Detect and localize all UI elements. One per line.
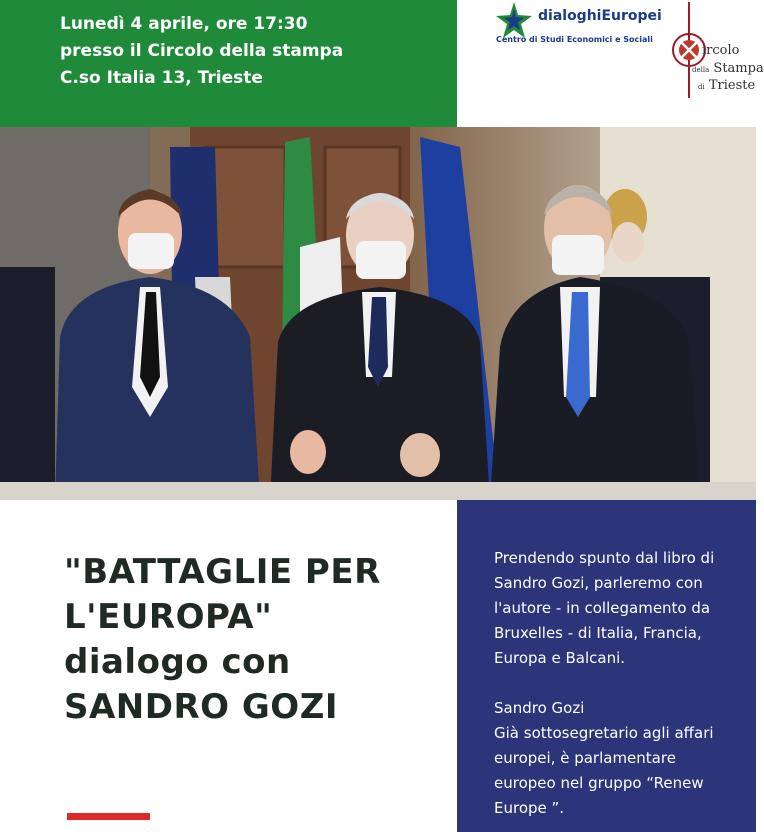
red-accent-bar <box>67 813 150 820</box>
bio-line: europei, è parlamentare <box>494 749 676 767</box>
description-line: Europa e Balcani. <box>494 649 626 667</box>
event-address: C.so Italia 13, Trieste <box>60 68 263 88</box>
photo-illustration <box>0 127 756 500</box>
title-line-2: L'EUROPA" <box>64 597 273 637</box>
event-photo <box>0 127 756 500</box>
trieste-word: Trieste <box>708 78 756 93</box>
title-line-3: dialogo con <box>64 642 291 682</box>
star-logo-icon <box>494 0 534 40</box>
event-venue: presso il Circolo della stampa <box>60 41 344 61</box>
dialoghi-europei-logo <box>494 0 664 60</box>
event-title <box>64 550 444 730</box>
di-word: di <box>698 83 705 91</box>
description-line: Prendendo spunto dal libro di <box>494 549 715 567</box>
circolo-stampa-logo <box>662 0 764 110</box>
dialoghi-europei-subtitle: Centro di Studi Economici e Sociali <box>496 35 653 44</box>
della-word: della <box>692 66 710 74</box>
description-line: l'autore - in collegamento da <box>494 599 711 617</box>
stampa-line <box>692 61 764 76</box>
description-box <box>457 500 756 832</box>
stampa-word: Stampa <box>713 61 764 76</box>
bio-line: europeo nel gruppo “Renew <box>494 774 704 792</box>
description-line: Sandro Gozi, parleremo con <box>494 574 703 592</box>
event-info-box <box>0 0 457 127</box>
dialoghi-europei-name: dialoghiEuropei <box>538 8 662 24</box>
description-line: Bruxelles - di Italia, Francia, <box>494 624 702 642</box>
bio-name: Sandro Gozi <box>494 699 585 717</box>
bio-line: Europe ”. <box>494 799 565 817</box>
trieste-line <box>698 78 755 93</box>
circolo-word: ircolo <box>702 43 740 58</box>
event-date: Lunedì 4 aprile, ore 17:30 <box>60 14 308 34</box>
title-line-4: SANDRO GOZI <box>64 687 339 727</box>
bio-line: Già sottosegretario agli affari <box>494 724 714 742</box>
title-line-1: "BATTAGLIE PER <box>64 552 381 592</box>
